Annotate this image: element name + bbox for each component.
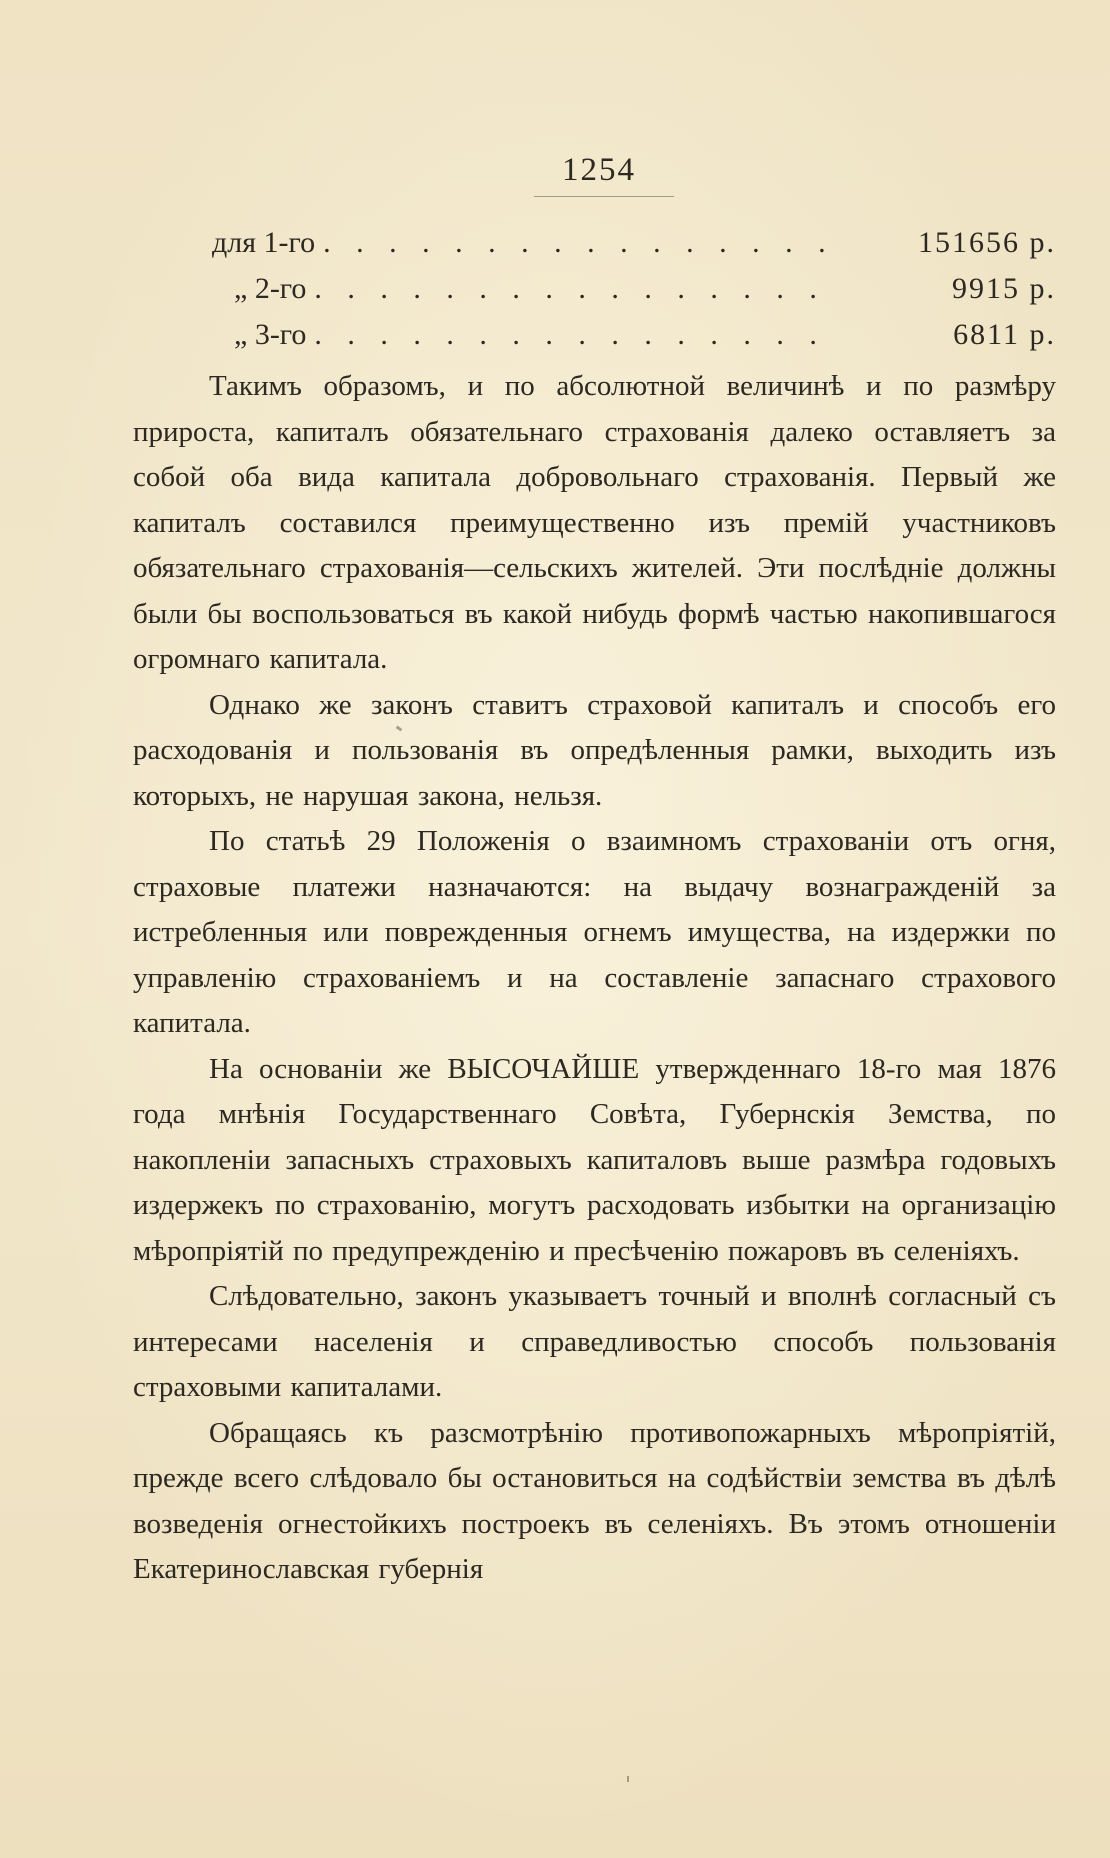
- row-leader-dots: . . . . . . . . . . . . . . . .: [314, 318, 826, 351]
- row-value: 9915 р.: [952, 272, 1056, 305]
- paragraph: На основаніи же ВЫСОЧАЙШЕ утвержденнаго 18-го мая 1876 года мнѣнія Государственнаго Совѣта, Губернскія Земства, по накопленіи запасныхъ страховыхъ капиталовъ выше размѣра годовыхъ издержекъ по страхованію, могутъ расходовать избытки на организацію мѣропріятій по предупрежденію и пресѣченію пожаровъ въ селеніяхъ.: [133, 1052, 1056, 1267]
- table-row: [212, 226, 1056, 272]
- paragraph: Однако же законъ ставитъ страховой капиталъ и способъ его расходованія и пользованія въ опредѣленныя рамки, выходить изъ которыхъ, не нарушая закона, нельзя.: [133, 688, 1056, 812]
- capital-table: [212, 226, 1056, 364]
- paragraph: Слѣдовательно, законъ указываетъ точный и вполнѣ согласный съ интересами населенія и справедливостью способъ пользованія страховыми капиталами.: [133, 1280, 1056, 1403]
- row-leader-dots: . . . . . . . . . . . . . . . .: [314, 272, 826, 305]
- row-label: „ 3-го: [234, 318, 307, 351]
- page-number: 1254: [562, 152, 636, 188]
- body-text: [133, 364, 1056, 1593]
- row-leader-dots: . . . . . . . . . . . . . . . .: [323, 226, 835, 259]
- row-value: 6811 р.: [953, 318, 1056, 351]
- table-row: [212, 272, 1056, 318]
- paragraph: Такимъ образомъ, и по абсолютной величинѣ и по размѣру прироста, капиталъ обязательнаго страхованія далеко оставляетъ за собой оба вида капитала добровольнаго страхованія. Первый же капиталъ составился преимущественно изъ премій участниковъ обязательнаго страхованія—сельскихъ жителей. Эти послѣдніе должны были бы воспользоваться въ какой нибудь формѣ частью накопившагося огромнаго капитала.: [133, 370, 1056, 675]
- row-label: „ 2-го: [234, 272, 307, 305]
- paragraph: Обращаясь къ разсмотрѣнію противопожарныхъ мѣропріятій, прежде всего слѣдовало бы остановиться на содѣйствіи земства въ дѣлѣ возведенія огнестойкихъ построекъ въ селеніяхъ. Въ этомъ отношеніи Екатеринославская губернія: [133, 1416, 1056, 1585]
- table-row: [212, 318, 1056, 364]
- row-label: для 1-го: [212, 226, 316, 259]
- print-speck: [627, 1776, 629, 1782]
- paragraph: По статьѣ 29 Положенія о взаимномъ страхованіи отъ огня, страховые платежи назначаются: на выдачу вознагражденій за истребленныя или поврежденныя огнемъ имущества, на издержки по управленію страхованіемъ и на составленіе запаснаго страхового капитала.: [133, 825, 1056, 1039]
- page-number-rule: [534, 196, 674, 197]
- row-value: 151656 р.: [918, 226, 1056, 259]
